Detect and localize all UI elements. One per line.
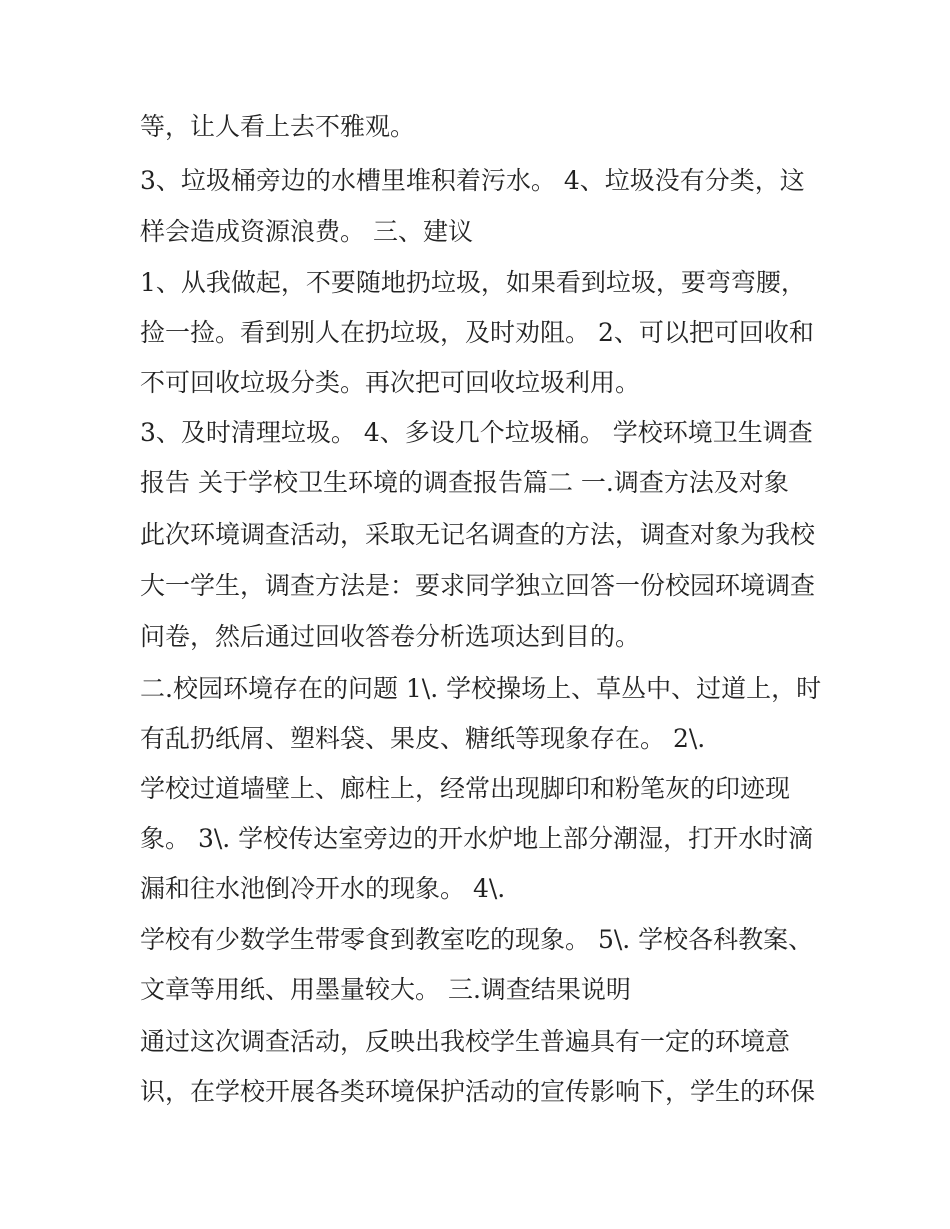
text-line: 不可回收垃圾分类。再次把可回收垃圾利用。 — [140, 368, 641, 397]
text-line: 识，在学校开展各类环境保护活动的宣传影响下，学生的环保 — [140, 1077, 816, 1106]
text-line: 文章等用纸、用墨量较大。 三.调查结果说明 — [140, 975, 631, 1004]
text-line: 3、垃圾桶旁边的水槽里堆积着污水。 4、垃圾没有分类，这 — [140, 166, 805, 195]
text-line: 象。 3\. 学校传达室旁边的开水炉地上部分潮湿，打开水时滴 — [140, 824, 814, 853]
text-line: 漏和往水池倒冷开水的现象。 4\. — [140, 874, 506, 903]
text-line: 大一学生，调查方法是：要求同学独立回答一份校园环境调查 — [140, 571, 816, 600]
text-line: 学校过道墙壁上、廊柱上，经常出现脚印和粉笔灰的印迹现 — [140, 774, 791, 803]
text-line: 报告 关于学校卫生环境的调查报告篇二 一.调查方法及对象 — [140, 468, 789, 497]
text-line: 1、从我做起，不要随地扔垃圾，如果看到垃圾，要弯弯腰， — [140, 268, 806, 297]
text-line: 通过这次调查活动，反映出我校学生普遍具有一定的环境意 — [140, 1027, 791, 1056]
text-line: 学校有少数学生带零食到教室吃的现象。 5\. 学校各科教案、 — [140, 925, 814, 954]
text-line: 捡一捡。看到别人在扔垃圾，及时劝阻。 2、可以把可回收和 — [140, 318, 814, 347]
text-line: 等，让人看上去不雅观。 — [140, 112, 416, 141]
text-line: 此次环境调查活动，采取无记名调查的方法，调查对象为我校 — [140, 520, 816, 549]
text-line: 问卷，然后通过回收答卷分析选项达到目的。 — [140, 622, 641, 651]
text-line: 3、及时清理垃圾。 4、多设几个垃圾桶。 学校环境卫生调查 — [140, 418, 813, 447]
text-line: 样会造成资源浪费。 三、建议 — [140, 217, 473, 246]
text-line: 有乱扔纸屑、塑料袋、果皮、糖纸等现象存在。 2\. — [140, 724, 706, 753]
text-line: 二.校园环境存在的问题 1\. 学校操场上、草丛中、过道上，时 — [140, 674, 822, 703]
